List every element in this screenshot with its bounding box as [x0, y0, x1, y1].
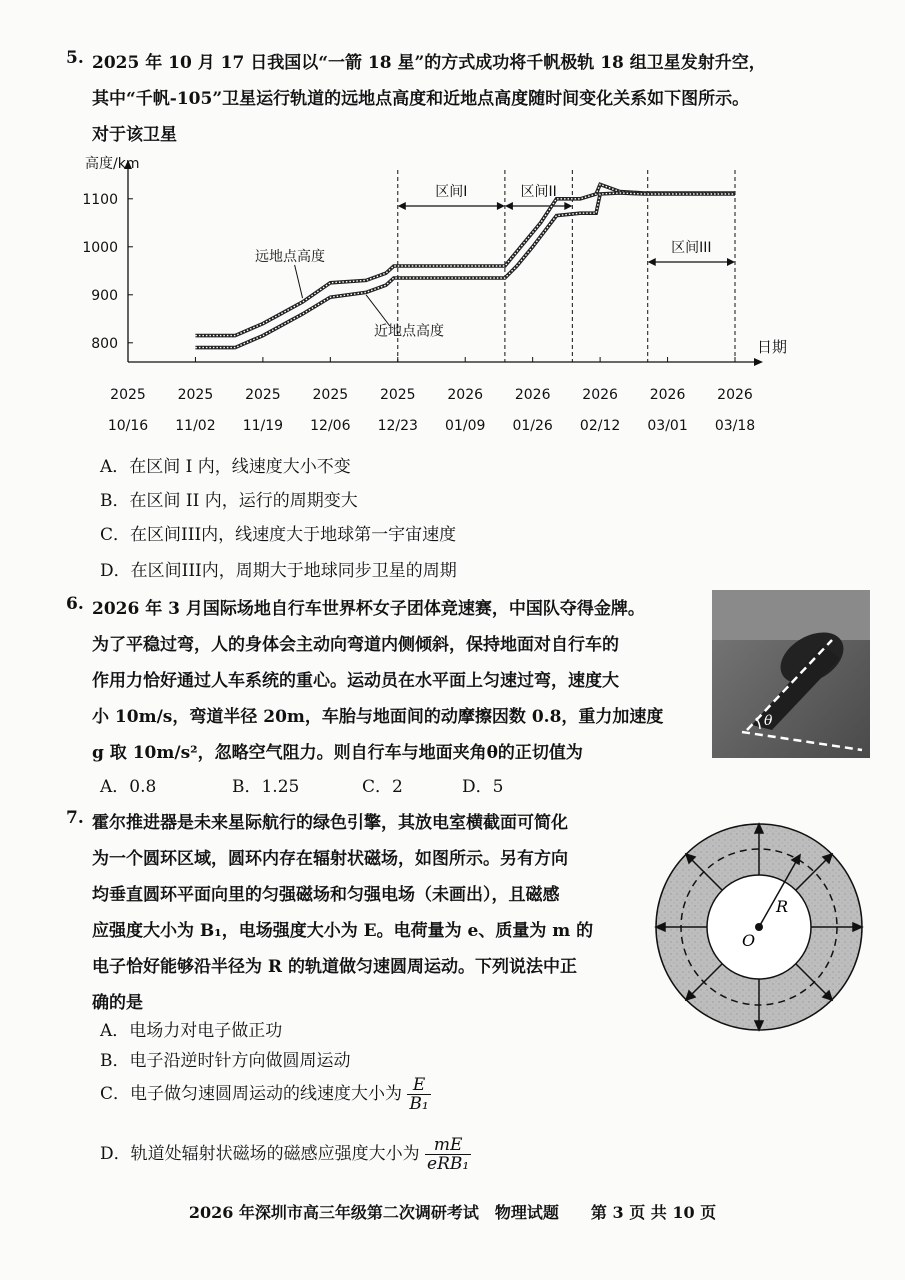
q7-c-numerator: E	[407, 1076, 430, 1095]
q7-stem-line-2: 为一个圆环区域，圆环内存在辐射状磁场，如图所示。另有方向	[92, 849, 568, 869]
hall-thruster-figure	[652, 820, 866, 1034]
page-footer: 2026 年深圳市高三年级第二次调研考试 物理试题 第 3 页 共 10 页	[188, 1203, 717, 1222]
x-axis-label: 日期	[757, 338, 788, 356]
cyclist-photo	[712, 590, 870, 758]
orbit-height-chart	[70, 150, 790, 440]
x-tick-date-9: 03/18	[714, 418, 756, 434]
series-label-perigee: 近地点高度	[373, 323, 444, 340]
q7-option-d-fraction	[425, 1136, 471, 1173]
interval-arrowhead-right-1	[564, 202, 572, 210]
y-tick-label-2: 1000	[82, 239, 118, 256]
x-tick-year-7: 2026	[582, 387, 618, 403]
q7-stem-line-6: 确的是	[92, 993, 143, 1013]
x-tick-year-1: 2025	[177, 387, 214, 403]
q7-stem-line-1: 霍尔推进器是未来星际航行的绿色引擎，其放电室横截面可简化	[92, 813, 568, 833]
x-tick-year-6: 2026	[514, 387, 551, 403]
x-tick-date-1: 11/02	[175, 418, 216, 434]
q5-stem-line-3: 对于该卫星	[92, 125, 177, 145]
q7-c-denominator: B₁	[409, 1094, 429, 1114]
series-pointer-perigee	[366, 295, 390, 326]
interval-label-1: 区间II	[520, 184, 557, 200]
q7-option-c: C．电子做匀速圆周运动的线速度大小为	[100, 1084, 403, 1104]
x-tick-year-9: 2026	[717, 387, 753, 403]
q5-stem-line-1: 2025 年 10 月 17 日我国以“一箭 18 星”的方式成功将千帆极轨 18 组卫星发射升空，	[92, 53, 766, 73]
series-pointer-apogee	[295, 265, 303, 298]
q5-option-a[interactable]: A．在区间 I 内，线速度大小不变	[100, 457, 351, 477]
q7-d-numerator: mE	[425, 1136, 471, 1155]
y-tick-label-3: 1100	[82, 191, 118, 208]
q6-stem-line-4: 小 10m/s，弯道半径 20m，车胎与地面间的动摩擦因数 0.8，重力加速度	[92, 707, 664, 727]
x-tick-date-8: 03/01	[647, 418, 688, 434]
interval-label-0: 区间I	[435, 184, 468, 200]
x-tick-year-3: 2025	[312, 387, 349, 403]
x-tick-date-7: 02/12	[579, 418, 621, 434]
x-tick-date-0: 10/16	[107, 418, 149, 434]
q7-option-d: D．轨道处辐射状磁场的磁感应强度大小为	[100, 1144, 420, 1164]
q7-stem-line-3: 均垂直圆环平面向里的匀强磁场和匀强电场（未画出），且磁感	[92, 885, 560, 905]
q5-option-d[interactable]: D．在区间III内，周期大于地球同步卫星的周期	[100, 561, 457, 581]
x-tick-year-2: 2025	[245, 387, 281, 403]
q7-option-d-row[interactable]	[100, 1136, 471, 1173]
q7-option-c-row[interactable]	[100, 1076, 431, 1113]
x-tick-date-2: 11/19	[242, 418, 284, 434]
q6-option-b[interactable]: B．1.25	[232, 777, 300, 797]
interval-arrowhead-left-0	[398, 202, 406, 210]
interval-arrowhead-left-2	[648, 258, 656, 266]
q6-number: 6.	[66, 594, 84, 614]
x-tick-date-6: 01/26	[512, 418, 553, 434]
series-texture-1	[195, 193, 735, 348]
q6-stem-line-5: g 取 10m/s²，忽略空气阻力。则自行车与地面夹角θ的正切值为	[92, 743, 583, 763]
q6-stem-line-3: 作用力恰好通过人车系统的重心。运动员在水平面上匀速过弯，速度大	[92, 671, 619, 691]
x-tick-year-0: 2025	[110, 387, 146, 403]
x-tick-date-4: 12/23	[377, 418, 418, 434]
q6-option-d[interactable]: D．5	[462, 777, 504, 797]
x-tick-year-8: 2026	[649, 387, 686, 403]
q6-stem-line-1: 2026 年 3 月国际场地自行车世界杯女子团体竞速赛，中国队夺得金牌。	[92, 599, 645, 619]
center-label: O	[742, 931, 756, 950]
q6-option-a[interactable]: A．0.8	[100, 777, 157, 797]
q5-option-b[interactable]: B．在区间 II 内，运行的周期变大	[100, 491, 358, 511]
q7-number: 7.	[66, 808, 84, 828]
series-label-apogee: 远地点高度	[254, 249, 325, 266]
q5-number: 5.	[66, 48, 84, 68]
x-axis-arrow	[754, 358, 763, 366]
q5-stem-line-2: 其中“千帆-105”卫星运行轨道的远地点高度和近地点高度随时间变化关系如下图所示。	[92, 89, 750, 109]
q7-option-c-fraction	[407, 1076, 430, 1113]
q7-option-a[interactable]: A．电场力对电子做正功	[100, 1021, 283, 1041]
x-tick-date-3: 12/06	[310, 418, 351, 434]
x-tick-year-4: 2025	[379, 387, 416, 403]
q7-stem-line-4: 应强度大小为 B₁，电场强度大小为 E。电荷量为 e、质量为 m 的	[92, 921, 594, 941]
radius-label: R	[776, 897, 789, 916]
interval-arrowhead-right-0	[497, 202, 505, 210]
y-axis-label: 高度/km	[85, 156, 140, 172]
q7-option-b[interactable]: B．电子沿逆时针方向做圆周运动	[100, 1051, 351, 1071]
q6-option-c[interactable]: C．2	[362, 777, 403, 797]
q5-option-c[interactable]: C．在区间III内，线速度大于地球第一宇宙速度	[100, 525, 457, 545]
theta-label: θ	[764, 713, 773, 729]
y-tick-label-0: 800	[91, 335, 118, 352]
series-line-1	[195, 193, 735, 348]
q6-stem-line-2: 为了平稳过弯，人的身体会主动向弯道内侧倾斜，保持地面对自行车的	[92, 635, 619, 655]
interval-arrowhead-right-2	[727, 258, 735, 266]
y-tick-label-1: 900	[91, 287, 118, 304]
x-tick-date-5: 01/09	[445, 418, 486, 434]
x-tick-year-5: 2026	[447, 387, 484, 403]
q7-stem-line-5: 电子恰好能够沿半径为 R 的轨道做匀速圆周运动。下列说法中正	[92, 957, 577, 977]
interval-label-2: 区间III	[671, 240, 712, 256]
interval-arrowhead-left-1	[505, 202, 513, 210]
q7-d-denominator: eRB₁	[427, 1154, 470, 1174]
